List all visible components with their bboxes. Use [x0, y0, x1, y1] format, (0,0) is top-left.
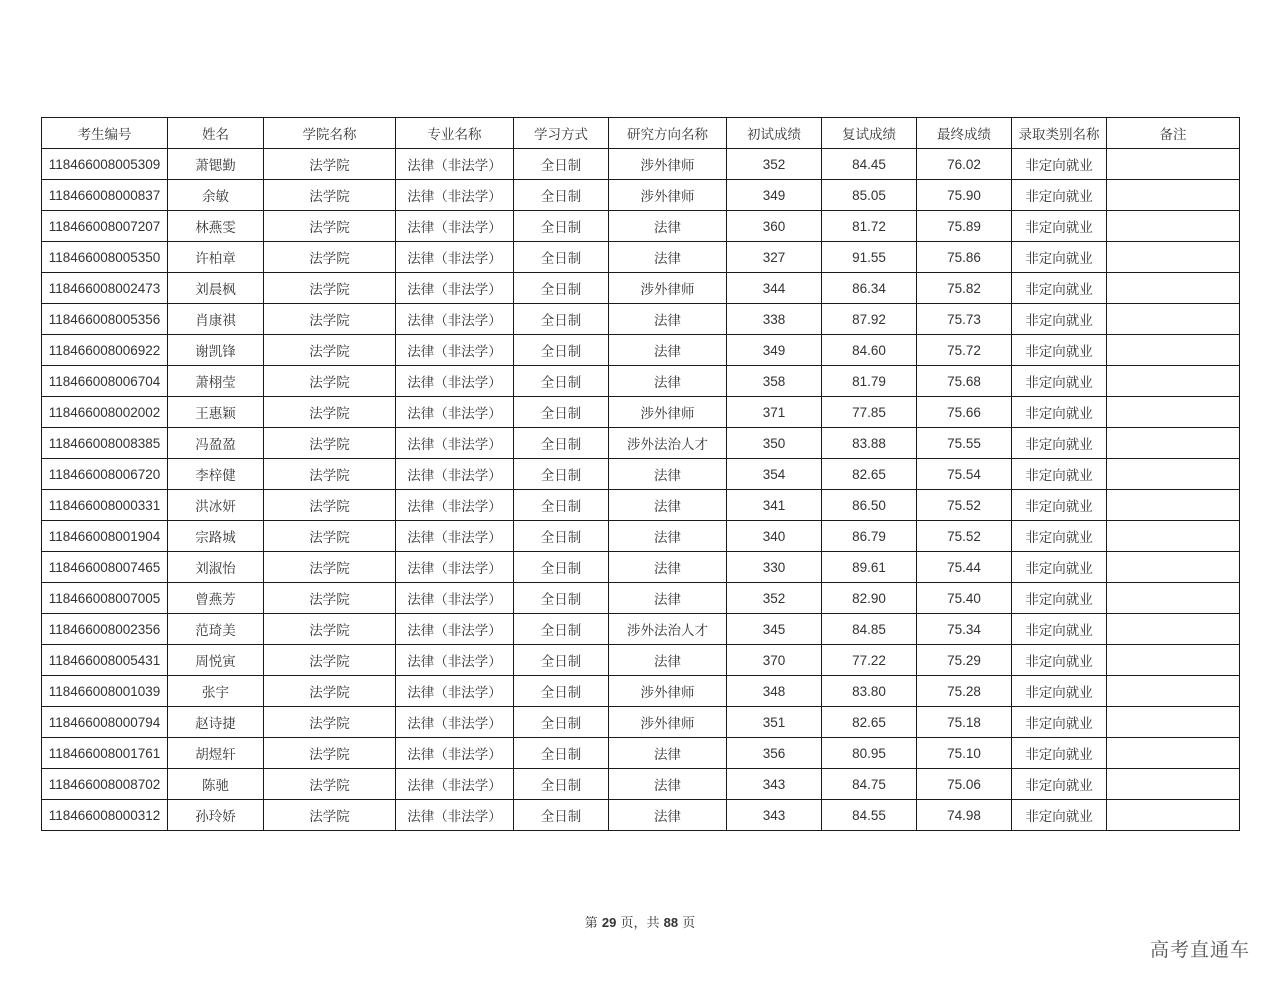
- college-cell: 法学院: [264, 800, 396, 831]
- research-direction-cell: 涉外律师: [609, 676, 727, 707]
- remarks-cell: [1107, 645, 1240, 676]
- study-mode-cell: 全日制: [514, 273, 609, 304]
- table-row: [42, 211, 1240, 242]
- table-row: [42, 149, 1240, 180]
- admission-category-cell: 非定向就业: [1012, 552, 1107, 583]
- name-cell: 林燕雯: [168, 211, 264, 242]
- remarks-cell: [1107, 242, 1240, 273]
- header-study-mode: 学习方式: [514, 118, 609, 149]
- page-suffix: 页: [682, 916, 696, 931]
- admission-category-cell: 非定向就业: [1012, 242, 1107, 273]
- major-cell: 法律（非法学）: [396, 490, 514, 521]
- research-direction-cell: 法律: [609, 366, 727, 397]
- prelim-score-cell: 358: [727, 366, 822, 397]
- research-direction-cell: 涉外律师: [609, 180, 727, 211]
- remarks-cell: [1107, 738, 1240, 769]
- table-row: [42, 242, 1240, 273]
- study-mode-cell: 全日制: [514, 645, 609, 676]
- prelim-score-cell: 348: [727, 676, 822, 707]
- major-cell: 法律（非法学）: [396, 707, 514, 738]
- retest-score-cell: 77.22: [822, 645, 917, 676]
- retest-score-cell: 82.65: [822, 459, 917, 490]
- final-score-cell: 75.06: [917, 769, 1012, 800]
- candidate-id-cell: 118466008005356: [42, 304, 168, 335]
- name-cell: 肖康祺: [168, 304, 264, 335]
- retest-score-cell: 84.55: [822, 800, 917, 831]
- study-mode-cell: 全日制: [514, 428, 609, 459]
- remarks-cell: [1107, 676, 1240, 707]
- name-cell: 胡煜轩: [168, 738, 264, 769]
- retest-score-cell: 77.85: [822, 397, 917, 428]
- admission-category-cell: 非定向就业: [1012, 273, 1107, 304]
- name-cell: 曾燕芳: [168, 583, 264, 614]
- name-cell: 周悦寅: [168, 645, 264, 676]
- prelim-score-cell: 349: [727, 335, 822, 366]
- current-page-number: 29: [601, 915, 617, 930]
- table-row: [42, 552, 1240, 583]
- major-cell: 法律（非法学）: [396, 614, 514, 645]
- study-mode-cell: 全日制: [514, 366, 609, 397]
- prelim-score-cell: 352: [727, 583, 822, 614]
- remarks-cell: [1107, 769, 1240, 800]
- college-cell: 法学院: [264, 242, 396, 273]
- admission-category-cell: 非定向就业: [1012, 583, 1107, 614]
- study-mode-cell: 全日制: [514, 800, 609, 831]
- final-score-cell: 75.29: [917, 645, 1012, 676]
- study-mode-cell: 全日制: [514, 459, 609, 490]
- candidate-id-cell: 118466008008702: [42, 769, 168, 800]
- research-direction-cell: 涉外律师: [609, 397, 727, 428]
- prelim-score-cell: 343: [727, 800, 822, 831]
- name-cell: 许柏章: [168, 242, 264, 273]
- name-cell: 洪冰妍: [168, 490, 264, 521]
- final-score-cell: 75.73: [917, 304, 1012, 335]
- table-row: [42, 335, 1240, 366]
- college-cell: 法学院: [264, 521, 396, 552]
- candidate-id-cell: 118466008001904: [42, 521, 168, 552]
- major-cell: 法律（非法学）: [396, 645, 514, 676]
- retest-score-cell: 86.34: [822, 273, 917, 304]
- remarks-cell: [1107, 490, 1240, 521]
- final-score-cell: 75.89: [917, 211, 1012, 242]
- candidate-id-cell: 118466008002473: [42, 273, 168, 304]
- table-row: [42, 800, 1240, 831]
- name-cell: 孙玲娇: [168, 800, 264, 831]
- admission-category-cell: 非定向就业: [1012, 211, 1107, 242]
- admission-category-cell: 非定向就业: [1012, 738, 1107, 769]
- header-major: 专业名称: [396, 118, 514, 149]
- remarks-cell: [1107, 304, 1240, 335]
- college-cell: 法学院: [264, 614, 396, 645]
- table-row: [42, 304, 1240, 335]
- admission-table: [41, 117, 1240, 831]
- admission-category-cell: 非定向就业: [1012, 707, 1107, 738]
- prelim-score-cell: 354: [727, 459, 822, 490]
- admission-category-cell: 非定向就业: [1012, 304, 1107, 335]
- final-score-cell: 75.52: [917, 521, 1012, 552]
- remarks-cell: [1107, 552, 1240, 583]
- table-body: [42, 149, 1240, 831]
- study-mode-cell: 全日制: [514, 304, 609, 335]
- admission-category-cell: 非定向就业: [1012, 428, 1107, 459]
- candidate-id-cell: 118466008001039: [42, 676, 168, 707]
- final-score-cell: 75.52: [917, 490, 1012, 521]
- retest-score-cell: 82.65: [822, 707, 917, 738]
- prelim-score-cell: 370: [727, 645, 822, 676]
- candidate-id-cell: 118466008006922: [42, 335, 168, 366]
- final-score-cell: 75.28: [917, 676, 1012, 707]
- header-admission-category: 录取类别名称: [1012, 118, 1107, 149]
- research-direction-cell: 法律: [609, 211, 727, 242]
- research-direction-cell: 法律: [609, 645, 727, 676]
- college-cell: 法学院: [264, 676, 396, 707]
- retest-score-cell: 83.88: [822, 428, 917, 459]
- college-cell: 法学院: [264, 366, 396, 397]
- research-direction-cell: 法律: [609, 769, 727, 800]
- study-mode-cell: 全日制: [514, 149, 609, 180]
- final-score-cell: 75.10: [917, 738, 1012, 769]
- college-cell: 法学院: [264, 335, 396, 366]
- prelim-score-cell: 330: [727, 552, 822, 583]
- study-mode-cell: 全日制: [514, 583, 609, 614]
- college-cell: 法学院: [264, 490, 396, 521]
- major-cell: 法律（非法学）: [396, 397, 514, 428]
- college-cell: 法学院: [264, 738, 396, 769]
- watermark: 高考直通车: [1149, 939, 1250, 961]
- research-direction-cell: 法律: [609, 521, 727, 552]
- table-row: [42, 676, 1240, 707]
- remarks-cell: [1107, 707, 1240, 738]
- remarks-cell: [1107, 180, 1240, 211]
- study-mode-cell: 全日制: [514, 335, 609, 366]
- research-direction-cell: 法律: [609, 552, 727, 583]
- prelim-score-cell: 349: [727, 180, 822, 211]
- final-score-cell: 75.54: [917, 459, 1012, 490]
- study-mode-cell: 全日制: [514, 211, 609, 242]
- header-remarks: 备注: [1107, 118, 1240, 149]
- major-cell: 法律（非法学）: [396, 273, 514, 304]
- study-mode-cell: 全日制: [514, 676, 609, 707]
- table-row: [42, 273, 1240, 304]
- research-direction-cell: 涉外律师: [609, 707, 727, 738]
- table-header-row: [42, 118, 1240, 149]
- name-cell: 范琦美: [168, 614, 264, 645]
- retest-score-cell: 86.79: [822, 521, 917, 552]
- final-score-cell: 75.55: [917, 428, 1012, 459]
- research-direction-cell: 涉外律师: [609, 273, 727, 304]
- header-retest-score: 复试成绩: [822, 118, 917, 149]
- college-cell: 法学院: [264, 397, 396, 428]
- prelim-score-cell: 350: [727, 428, 822, 459]
- major-cell: 法律（非法学）: [396, 459, 514, 490]
- retest-score-cell: 84.75: [822, 769, 917, 800]
- name-cell: 刘晨枫: [168, 273, 264, 304]
- candidate-id-cell: 118466008005309: [42, 149, 168, 180]
- final-score-cell: 75.68: [917, 366, 1012, 397]
- name-cell: 赵诗捷: [168, 707, 264, 738]
- admission-category-cell: 非定向就业: [1012, 614, 1107, 645]
- admission-category-cell: 非定向就业: [1012, 490, 1107, 521]
- candidate-id-cell: 118466008002356: [42, 614, 168, 645]
- retest-score-cell: 80.95: [822, 738, 917, 769]
- remarks-cell: [1107, 149, 1240, 180]
- major-cell: 法律（非法学）: [396, 180, 514, 211]
- final-score-cell: 75.34: [917, 614, 1012, 645]
- final-score-cell: 75.18: [917, 707, 1012, 738]
- retest-score-cell: 91.55: [822, 242, 917, 273]
- study-mode-cell: 全日制: [514, 738, 609, 769]
- research-direction-cell: 法律: [609, 738, 727, 769]
- candidate-id-cell: 118466008000837: [42, 180, 168, 211]
- research-direction-cell: 法律: [609, 800, 727, 831]
- major-cell: 法律（非法学）: [396, 583, 514, 614]
- research-direction-cell: 涉外法治人才: [609, 428, 727, 459]
- major-cell: 法律（非法学）: [396, 242, 514, 273]
- prelim-score-cell: 345: [727, 614, 822, 645]
- name-cell: 萧栩莹: [168, 366, 264, 397]
- table-row: [42, 397, 1240, 428]
- table-row: [42, 521, 1240, 552]
- study-mode-cell: 全日制: [514, 397, 609, 428]
- name-cell: 刘淑怡: [168, 552, 264, 583]
- major-cell: 法律（非法学）: [396, 800, 514, 831]
- retest-score-cell: 82.90: [822, 583, 917, 614]
- candidate-id-cell: 118466008006704: [42, 366, 168, 397]
- retest-score-cell: 87.92: [822, 304, 917, 335]
- admission-category-cell: 非定向就业: [1012, 366, 1107, 397]
- table-row: [42, 490, 1240, 521]
- college-cell: 法学院: [264, 583, 396, 614]
- table-row: [42, 459, 1240, 490]
- prelim-score-cell: 360: [727, 211, 822, 242]
- college-cell: 法学院: [264, 304, 396, 335]
- candidate-id-cell: 118466008007465: [42, 552, 168, 583]
- prelim-score-cell: 356: [727, 738, 822, 769]
- name-cell: 李梓健: [168, 459, 264, 490]
- major-cell: 法律（非法学）: [396, 304, 514, 335]
- header-prelim-score: 初试成绩: [727, 118, 822, 149]
- remarks-cell: [1107, 459, 1240, 490]
- prelim-score-cell: 341: [727, 490, 822, 521]
- table-row: [42, 366, 1240, 397]
- candidate-id-cell: 118466008002002: [42, 397, 168, 428]
- remarks-cell: [1107, 521, 1240, 552]
- table-row: [42, 645, 1240, 676]
- header-name: 姓名: [168, 118, 264, 149]
- research-direction-cell: 法律: [609, 242, 727, 273]
- name-cell: 宗路城: [168, 521, 264, 552]
- remarks-cell: [1107, 614, 1240, 645]
- candidate-id-cell: 118466008007005: [42, 583, 168, 614]
- candidate-id-cell: 118466008007207: [42, 211, 168, 242]
- candidate-id-cell: 118466008000331: [42, 490, 168, 521]
- candidate-id-cell: 118466008008385: [42, 428, 168, 459]
- college-cell: 法学院: [264, 645, 396, 676]
- admission-category-cell: 非定向就业: [1012, 459, 1107, 490]
- remarks-cell: [1107, 800, 1240, 831]
- college-cell: 法学院: [264, 273, 396, 304]
- study-mode-cell: 全日制: [514, 180, 609, 211]
- table-row: [42, 769, 1240, 800]
- candidate-id-cell: 118466008005350: [42, 242, 168, 273]
- candidate-id-cell: 118466008001761: [42, 738, 168, 769]
- major-cell: 法律（非法学）: [396, 211, 514, 242]
- college-cell: 法学院: [264, 149, 396, 180]
- table-row: [42, 738, 1240, 769]
- prelim-score-cell: 343: [727, 769, 822, 800]
- retest-score-cell: 84.85: [822, 614, 917, 645]
- table-row: [42, 583, 1240, 614]
- study-mode-cell: 全日制: [514, 707, 609, 738]
- prelim-score-cell: 338: [727, 304, 822, 335]
- page-indicator: [0, 912, 1280, 931]
- admission-category-cell: 非定向就业: [1012, 769, 1107, 800]
- name-cell: 张宇: [168, 676, 264, 707]
- prelim-score-cell: 351: [727, 707, 822, 738]
- remarks-cell: [1107, 273, 1240, 304]
- retest-score-cell: 84.60: [822, 335, 917, 366]
- remarks-cell: [1107, 428, 1240, 459]
- table-row: [42, 707, 1240, 738]
- final-score-cell: 75.82: [917, 273, 1012, 304]
- college-cell: 法学院: [264, 428, 396, 459]
- study-mode-cell: 全日制: [514, 521, 609, 552]
- major-cell: 法律（非法学）: [396, 738, 514, 769]
- final-score-cell: 75.72: [917, 335, 1012, 366]
- major-cell: 法律（非法学）: [396, 366, 514, 397]
- prelim-score-cell: 327: [727, 242, 822, 273]
- remarks-cell: [1107, 397, 1240, 428]
- name-cell: 萧锶勤: [168, 149, 264, 180]
- admission-category-cell: 非定向就业: [1012, 180, 1107, 211]
- admission-category-cell: 非定向就业: [1012, 645, 1107, 676]
- remarks-cell: [1107, 583, 1240, 614]
- retest-score-cell: 86.50: [822, 490, 917, 521]
- header-research-direction: 研究方向名称: [609, 118, 727, 149]
- table-row: [42, 180, 1240, 211]
- header-final-score: 最终成绩: [917, 118, 1012, 149]
- major-cell: 法律（非法学）: [396, 428, 514, 459]
- major-cell: 法律（非法学）: [396, 521, 514, 552]
- retest-score-cell: 81.72: [822, 211, 917, 242]
- candidate-id-cell: 118466008005431: [42, 645, 168, 676]
- prelim-score-cell: 352: [727, 149, 822, 180]
- retest-score-cell: 84.45: [822, 149, 917, 180]
- research-direction-cell: 法律: [609, 490, 727, 521]
- research-direction-cell: 法律: [609, 304, 727, 335]
- college-cell: 法学院: [264, 769, 396, 800]
- prelim-score-cell: 344: [727, 273, 822, 304]
- name-cell: 谢凯锋: [168, 335, 264, 366]
- admission-category-cell: 非定向就业: [1012, 397, 1107, 428]
- major-cell: 法律（非法学）: [396, 769, 514, 800]
- retest-score-cell: 83.80: [822, 676, 917, 707]
- page-middle: 页，共: [620, 916, 660, 931]
- header-candidate-id: 考生编号: [42, 118, 168, 149]
- final-score-cell: 75.90: [917, 180, 1012, 211]
- major-cell: 法律（非法学）: [396, 676, 514, 707]
- remarks-cell: [1107, 335, 1240, 366]
- major-cell: 法律（非法学）: [396, 335, 514, 366]
- retest-score-cell: 85.05: [822, 180, 917, 211]
- prelim-score-cell: 340: [727, 521, 822, 552]
- research-direction-cell: 涉外律师: [609, 149, 727, 180]
- admission-category-cell: 非定向就业: [1012, 800, 1107, 831]
- admission-category-cell: 非定向就业: [1012, 521, 1107, 552]
- name-cell: 王惠颖: [168, 397, 264, 428]
- table-row: [42, 428, 1240, 459]
- header-college: 学院名称: [264, 118, 396, 149]
- prelim-score-cell: 371: [727, 397, 822, 428]
- college-cell: 法学院: [264, 459, 396, 490]
- name-cell: 冯盈盈: [168, 428, 264, 459]
- total-pages-number: 88: [663, 915, 679, 930]
- candidate-id-cell: 118466008000794: [42, 707, 168, 738]
- name-cell: 陈驰: [168, 769, 264, 800]
- admission-category-cell: 非定向就业: [1012, 149, 1107, 180]
- remarks-cell: [1107, 211, 1240, 242]
- major-cell: 法律（非法学）: [396, 552, 514, 583]
- table-row: [42, 614, 1240, 645]
- study-mode-cell: 全日制: [514, 242, 609, 273]
- candidate-id-cell: 118466008006720: [42, 459, 168, 490]
- study-mode-cell: 全日制: [514, 490, 609, 521]
- page-prefix: 第: [584, 916, 598, 931]
- final-score-cell: 75.40: [917, 583, 1012, 614]
- final-score-cell: 75.66: [917, 397, 1012, 428]
- college-cell: 法学院: [264, 211, 396, 242]
- study-mode-cell: 全日制: [514, 769, 609, 800]
- college-cell: 法学院: [264, 180, 396, 211]
- final-score-cell: 75.86: [917, 242, 1012, 273]
- college-cell: 法学院: [264, 552, 396, 583]
- study-mode-cell: 全日制: [514, 614, 609, 645]
- admission-category-cell: 非定向就业: [1012, 676, 1107, 707]
- research-direction-cell: 涉外法治人才: [609, 614, 727, 645]
- study-mode-cell: 全日制: [514, 552, 609, 583]
- remarks-cell: [1107, 366, 1240, 397]
- candidate-id-cell: 118466008000312: [42, 800, 168, 831]
- college-cell: 法学院: [264, 707, 396, 738]
- research-direction-cell: 法律: [609, 459, 727, 490]
- research-direction-cell: 法律: [609, 583, 727, 614]
- name-cell: 余敏: [168, 180, 264, 211]
- final-score-cell: 76.02: [917, 149, 1012, 180]
- admission-category-cell: 非定向就业: [1012, 335, 1107, 366]
- final-score-cell: 75.44: [917, 552, 1012, 583]
- final-score-cell: 74.98: [917, 800, 1012, 831]
- research-direction-cell: 法律: [609, 335, 727, 366]
- retest-score-cell: 89.61: [822, 552, 917, 583]
- retest-score-cell: 81.79: [822, 366, 917, 397]
- major-cell: 法律（非法学）: [396, 149, 514, 180]
